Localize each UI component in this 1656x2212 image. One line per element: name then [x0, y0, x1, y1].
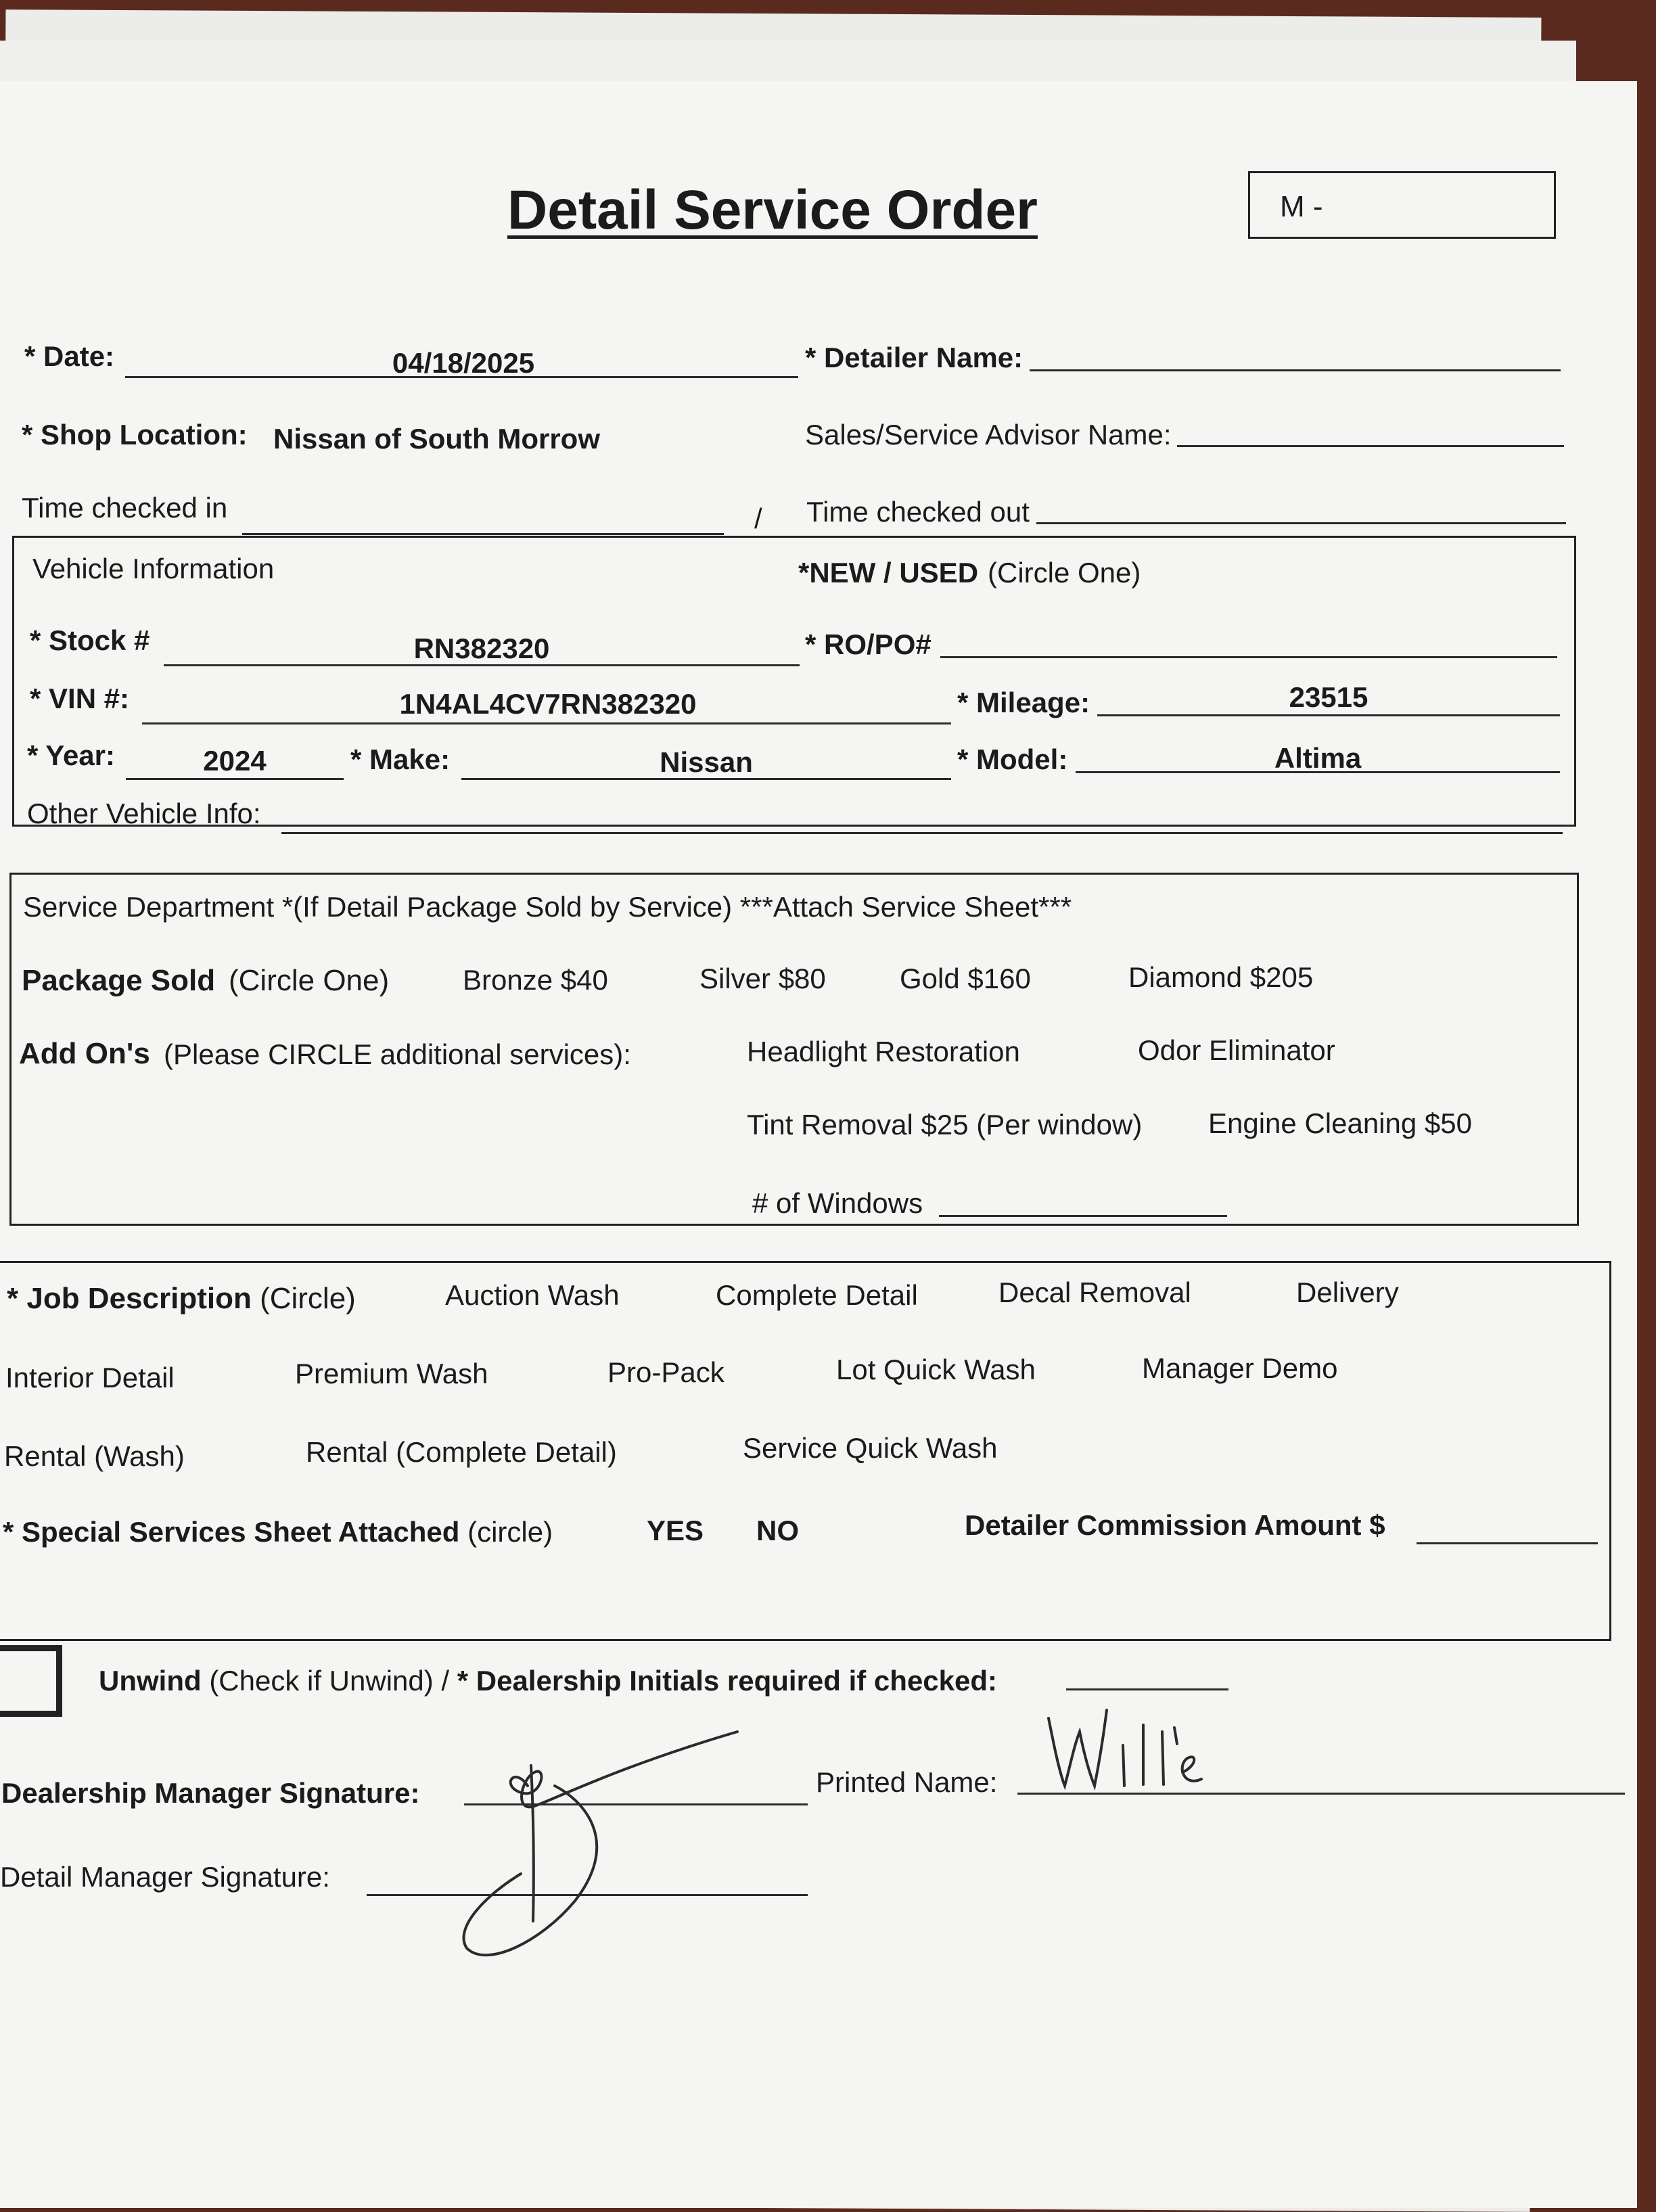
addons-hint: (Please CIRCLE additional services): — [164, 1038, 631, 1070]
windows-field[interactable] — [939, 1215, 1227, 1217]
year-value: 2024 — [203, 745, 267, 777]
commission-label: Detailer Commission Amount $ — [965, 1509, 1385, 1541]
handwritten-printed-name — [1042, 1705, 1204, 1799]
year-label: * Year: — [27, 739, 115, 771]
package-sold-label: Package Sold — [22, 964, 216, 997]
detail-manager-signature-label: Detail Manager Signature: — [0, 1861, 330, 1893]
windows-label: # of Windows — [752, 1187, 923, 1219]
special-no[interactable]: NO — [756, 1515, 799, 1546]
package-silver[interactable]: Silver $80 — [699, 963, 826, 994]
job-delivery[interactable]: Delivery — [1296, 1276, 1399, 1308]
circle-one-hint: (Circle One) — [988, 557, 1141, 589]
addon-headlight-restoration[interactable]: Headlight Restoration — [747, 1036, 1020, 1067]
commission-field[interactable] — [1417, 1542, 1598, 1544]
handwritten-signature — [446, 1725, 744, 1996]
vin-value: 1N4AL4CV7RN382320 — [399, 688, 697, 720]
time-in-label: Time checked in — [22, 492, 228, 524]
addons-label: Add On's — [19, 1037, 150, 1070]
addon-odor-eliminator[interactable]: Odor Eliminator — [1138, 1034, 1335, 1066]
job-lot-quick-wash[interactable]: Lot Quick Wash — [836, 1354, 1036, 1385]
service-order-page — [0, 81, 1637, 2208]
service-header: Service Department *(If Detail Package Sold by Service) ***Attach Service Sheet*** — [23, 891, 1072, 923]
time-out-field[interactable] — [1036, 522, 1566, 524]
job-pro-pack[interactable]: Pro-Pack — [607, 1356, 724, 1388]
detailer-name-label: * Detailer Name: — [805, 342, 1024, 373]
make-field[interactable] — [461, 778, 951, 780]
date-value: 04/18/2025 — [392, 347, 535, 379]
addon-engine-cleaning[interactable]: Engine Cleaning $50 — [1208, 1107, 1472, 1139]
ro-po-field[interactable] — [940, 656, 1557, 658]
package-hint: (Circle One) — [229, 964, 390, 997]
addon-tint-removal[interactable]: Tint Removal $25 (Per window) — [747, 1109, 1143, 1140]
initials-field[interactable] — [1066, 1688, 1228, 1690]
job-auction-wash[interactable]: Auction Wash — [445, 1279, 620, 1311]
make-value: Nissan — [660, 746, 753, 778]
job-interior-detail[interactable]: Interior Detail — [5, 1362, 175, 1393]
time-separator: / — [754, 503, 762, 534]
time-out-label: Time checked out — [806, 496, 1030, 528]
stock-field[interactable] — [164, 664, 800, 666]
stock-label: * Stock # — [30, 624, 150, 656]
vehicle-info-label: Vehicle Information — [32, 553, 275, 584]
job-premium-wash[interactable]: Premium Wash — [295, 1358, 488, 1389]
package-bronze[interactable]: Bronze $40 — [463, 964, 608, 996]
special-yes[interactable]: YES — [647, 1515, 704, 1546]
vin-label: * VIN #: — [30, 683, 130, 714]
package-gold[interactable]: Gold $160 — [900, 963, 1031, 994]
time-in-field[interactable] — [242, 533, 724, 535]
date-label: * Date: — [24, 340, 115, 372]
mileage-value: 23515 — [1289, 681, 1368, 713]
page-title: Detail Service Order — [507, 179, 1038, 241]
job-service-quick-wash[interactable]: Service Quick Wash — [743, 1432, 998, 1464]
job-complete-detail[interactable]: Complete Detail — [716, 1279, 918, 1311]
year-field[interactable] — [126, 778, 344, 780]
job-description-label: * Job Description (Circle) — [7, 1282, 356, 1315]
mileage-field[interactable] — [1097, 714, 1560, 716]
printed-name-label: Printed Name: — [816, 1766, 998, 1798]
job-decal-removal[interactable]: Decal Removal — [998, 1276, 1191, 1308]
make-label: * Make: — [350, 743, 451, 775]
advisor-field[interactable] — [1177, 445, 1564, 447]
package-diamond[interactable]: Diamond $205 — [1128, 961, 1314, 993]
vin-field[interactable] — [142, 722, 951, 724]
shop-location-value: Nissan of South Morrow — [273, 423, 600, 455]
mileage-label: * Mileage: — [957, 687, 1090, 718]
new-used-label[interactable]: *NEW / USED — [798, 557, 979, 589]
special-services-label: * Special Services Sheet Attached (circle) — [3, 1516, 553, 1548]
order-number-box[interactable] — [1248, 171, 1556, 239]
other-info-field[interactable] — [281, 832, 1563, 834]
detailer-name-field[interactable] — [1030, 369, 1561, 371]
unwind-checkbox[interactable] — [0, 1645, 62, 1717]
advisor-label: Sales/Service Advisor Name: — [805, 419, 1172, 451]
ro-po-label: * RO/PO# — [805, 628, 932, 660]
job-rental-complete-detail[interactable]: Rental (Complete Detail) — [306, 1436, 617, 1468]
dealership-manager-signature-label: Dealership Manager Signature: — [1, 1777, 420, 1809]
job-manager-demo[interactable]: Manager Demo — [1142, 1352, 1338, 1384]
order-prefix: M - — [1280, 190, 1323, 223]
model-value: Altima — [1274, 742, 1362, 774]
model-label: * Model: — [957, 743, 1068, 775]
stock-value: RN382320 — [413, 632, 550, 664]
other-info-label: Other Vehicle Info: — [27, 798, 261, 829]
job-rental-wash[interactable]: Rental (Wash) — [4, 1440, 185, 1472]
shop-location-label: * Shop Location: — [22, 419, 248, 451]
unwind-label: Unwind (Check if Unwind) / * Dealership Initials required if checked: — [99, 1665, 998, 1697]
